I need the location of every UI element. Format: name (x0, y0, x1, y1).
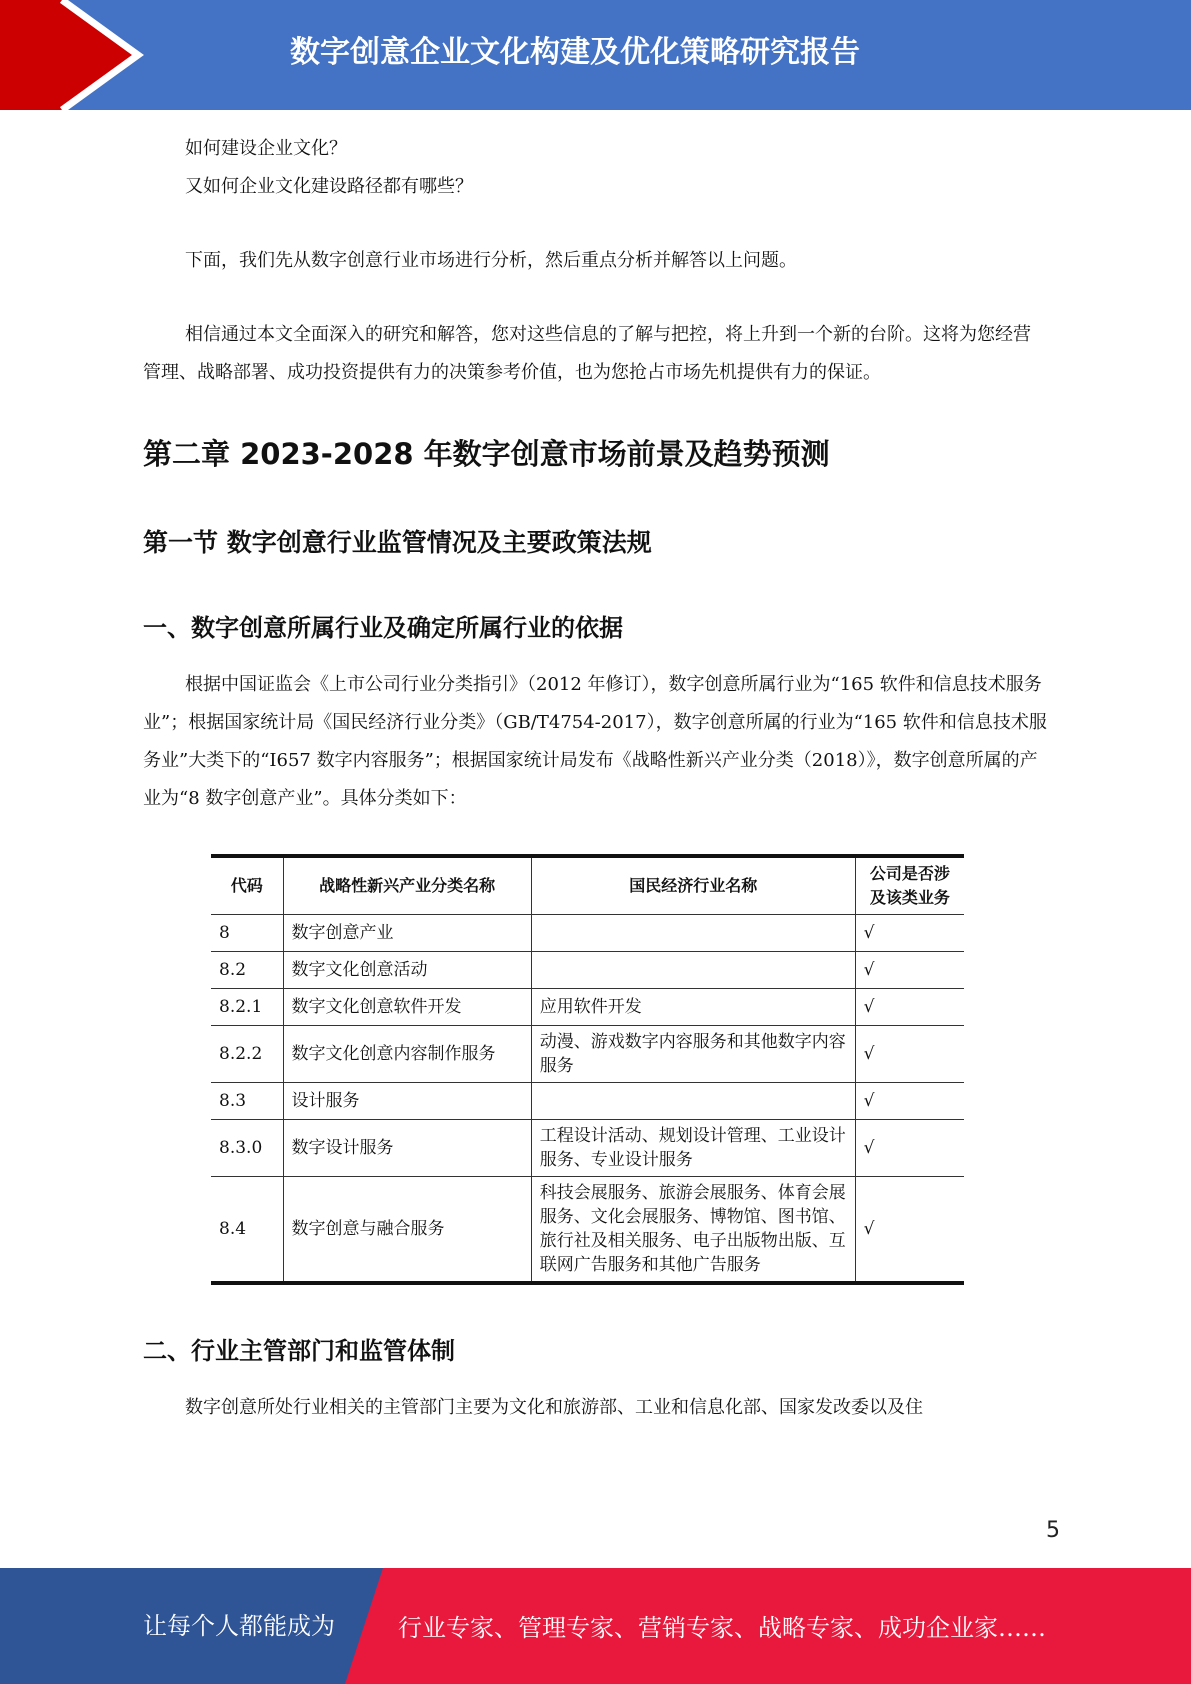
footer-slogan-right: 行业专家、管理专家、营销专家、战略专家、成功企业家…… (398, 1614, 1046, 1642)
cell-code: 8.2.2 (211, 1026, 283, 1083)
cell-economy: 工程设计活动、规划设计管理、工业设计服务、专业设计服务 (531, 1120, 855, 1177)
intro-paragraph-2: 相信通过本文全面深入的研究和解答，您对这些信息的了解与把控，将上升到一个新的台阶。这将为您经营管理、战略部署、成功投资提供有力的决策参考价值，也为您抢占市场先机提供有力的保证。 (143, 324, 1031, 383)
table-row (211, 1120, 964, 1177)
header-economy: 国民经济行业名称 (531, 856, 855, 915)
chapter-heading: 第二章 2023-2028 年数字创意市场前景及趋势预测 (143, 437, 830, 471)
cell-economy (531, 915, 855, 952)
header-involved: 公司是否涉及该类业务 (855, 856, 964, 915)
cell-involved: √ (855, 1026, 964, 1083)
cell-code: 8.4 (211, 1177, 283, 1284)
cell-category: 数字文化创意软件开发 (283, 989, 531, 1026)
cell-economy (531, 1083, 855, 1120)
header-code: 代码 (211, 856, 283, 915)
table-row (211, 1083, 964, 1120)
header-category: 战略性新兴产业分类名称 (283, 856, 531, 915)
page-footer (0, 1568, 1191, 1684)
cell-category: 数字创意与融合服务 (283, 1177, 531, 1284)
cell-code: 8.2 (211, 952, 283, 989)
cell-involved: √ (855, 915, 964, 952)
header-red-chevron (0, 0, 132, 110)
table-row (211, 915, 964, 952)
section-heading: 第一节 数字创意行业监管情况及主要政策法规 (143, 528, 652, 557)
cell-economy: 科技会展服务、旅游会展服务、体育会展服务、文化会展服务、博物馆、图书馆、旅行社及相关服务、电子出版物出版、互联网广告服务和其他广告服务 (531, 1177, 855, 1284)
cell-economy: 应用软件开发 (531, 989, 855, 1026)
table-header-row (211, 856, 964, 915)
document-title: 数字创意企业文化构建及优化策略研究报告 (290, 35, 860, 70)
cell-category: 数字创意产业 (283, 915, 531, 952)
table-row (211, 1026, 964, 1083)
industry-classification-table (211, 854, 964, 1285)
cell-involved: √ (855, 989, 964, 1026)
subsection-heading-2: 二、行业主管部门和监管体制 (143, 1337, 455, 1365)
table-row (211, 952, 964, 989)
page-number: 5 (1046, 1518, 1060, 1543)
table-row (211, 989, 964, 1026)
page-content (143, 130, 1048, 1427)
cell-category: 数字设计服务 (283, 1120, 531, 1177)
cell-code: 8.2.1 (211, 989, 283, 1026)
cell-involved: √ (855, 1083, 964, 1120)
cell-economy: 动漫、游戏数字内容服务和其他数字内容服务 (531, 1026, 855, 1083)
cell-involved: √ (855, 952, 964, 989)
cell-category: 数字文化创意活动 (283, 952, 531, 989)
cell-code: 8.3.0 (211, 1120, 283, 1177)
table-row (211, 1177, 964, 1284)
cell-economy (531, 952, 855, 989)
cell-code: 8.3 (211, 1083, 283, 1120)
cell-category: 数字文化创意内容制作服务 (283, 1026, 531, 1083)
intro-question-2: 又如何企业文化建设路径都有哪些？ (185, 176, 473, 197)
cell-category: 设计服务 (283, 1083, 531, 1120)
cell-code: 8 (211, 915, 283, 952)
cell-involved: √ (855, 1177, 964, 1284)
footer-slogan-left: 让每个人都能成为 (143, 1612, 335, 1640)
regulator-paragraph: 数字创意所处行业相关的主管部门主要为文化和旅游部、工业和信息化部、国家发改委以及住 (185, 1397, 923, 1418)
subsection-heading-1: 一、数字创意所属行业及确定所属行业的依据 (143, 614, 623, 642)
classification-paragraph: 根据中国证监会《上市公司行业分类指引》（2012 年修订），数字创意所属行业为“165 软件和信息技术服务业”；根据国家统计局《国民经济行业分类》（GB/T4754-2017），数字创意所属的行业为“165 软件和信息技术服务业”大类下的“I657 数字内容服务”；根据国家统计局发布《战略性新兴产业分类（2018）》，数字创意所属的产业为“8 数字创意产业”。具体分类如下： (143, 674, 1047, 809)
intro-paragraph-1: 下面，我们先从数字创意行业市场进行分析，然后重点分析并解答以上问题。 (185, 250, 797, 271)
cell-involved: √ (855, 1120, 964, 1177)
page-header (0, 0, 1191, 110)
intro-question-1: 如何建设企业文化？ (185, 138, 347, 159)
